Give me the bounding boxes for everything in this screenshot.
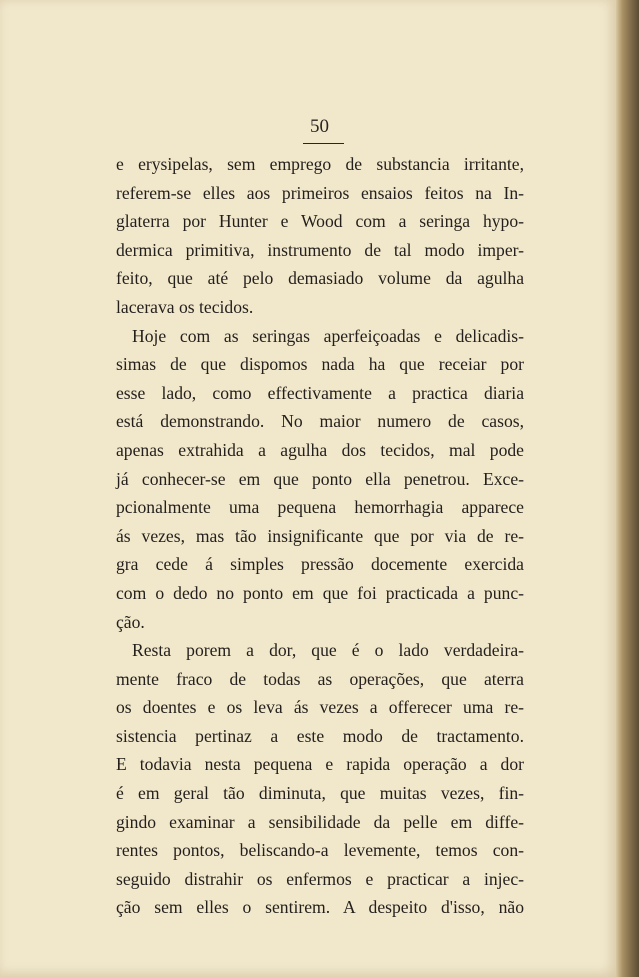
text-line: lacerava os tecidos. — [116, 296, 254, 317]
text-line: apenas extrahida a agulha dos tecidos, mal pode — [116, 439, 524, 460]
text-line: Hoje com as seringas aperfeiçoadas e delicadis- — [132, 325, 524, 346]
text-line: dermica primitiva, instrumento de tal modo imper- — [116, 239, 524, 260]
text-line: está demonstrando. No maior numero de casos, — [116, 411, 524, 432]
text-line: é em geral tão diminuta, que muitas vezes, fin- — [116, 783, 524, 804]
text-line: esse lado, como effectivamente a practica diaria — [116, 382, 524, 403]
body-text — [116, 150, 524, 922]
page-edge — [616, 0, 639, 977]
text-line: pcionalmente uma pequena hemorrhagia apparece — [116, 497, 524, 518]
text-line: ás vezes, mas tão insignificante que por via de re- — [116, 525, 524, 546]
text-line: mente fraco de todas as operações, que aterra — [116, 668, 524, 689]
text-line: gra cede á simples pressão docemente exercida — [116, 554, 524, 575]
text-line: feito, que até pelo demasiado volume da agulha — [116, 268, 524, 289]
page-number: 50 — [310, 116, 329, 137]
text-line: Resta porem a dor, que é o lado verdadeira- — [132, 640, 524, 661]
text-line: ção sem elles o sentirem. A despeito d'isso, não — [116, 897, 524, 918]
text-line: já conhecer-se em que ponto ella penetrou. Exce- — [116, 468, 524, 489]
page-number-rule — [303, 143, 344, 144]
text-line: glaterra por Hunter e Wood com a seringa hypo- — [116, 211, 524, 232]
text-line: sistencia pertinaz a este modo de tractamento. — [116, 725, 524, 746]
text-line: os doentes e os leva ás vezes a offerecer uma re- — [116, 697, 524, 718]
text-line: ção. — [116, 611, 145, 632]
text-line: gindo examinar a sensibilidade da pelle em diffe- — [116, 811, 524, 832]
text-line: seguido distrahir os enfermos e practicar a injec- — [116, 868, 524, 889]
text-line: com o dedo no ponto em que foi practicada a punc- — [116, 582, 524, 603]
text-line: e erysipelas, sem emprego de substancia irritante, — [116, 154, 524, 174]
text-line: rentes pontos, beliscando-a levemente, temos con- — [116, 840, 524, 861]
text-line: referem-se elles aos primeiros ensaios feitos na In- — [116, 182, 524, 203]
text-line: E todavia nesta pequena e rapida operação a dor — [116, 754, 524, 775]
text-line: simas de que dispomos nada ha que receiar por — [116, 354, 524, 375]
